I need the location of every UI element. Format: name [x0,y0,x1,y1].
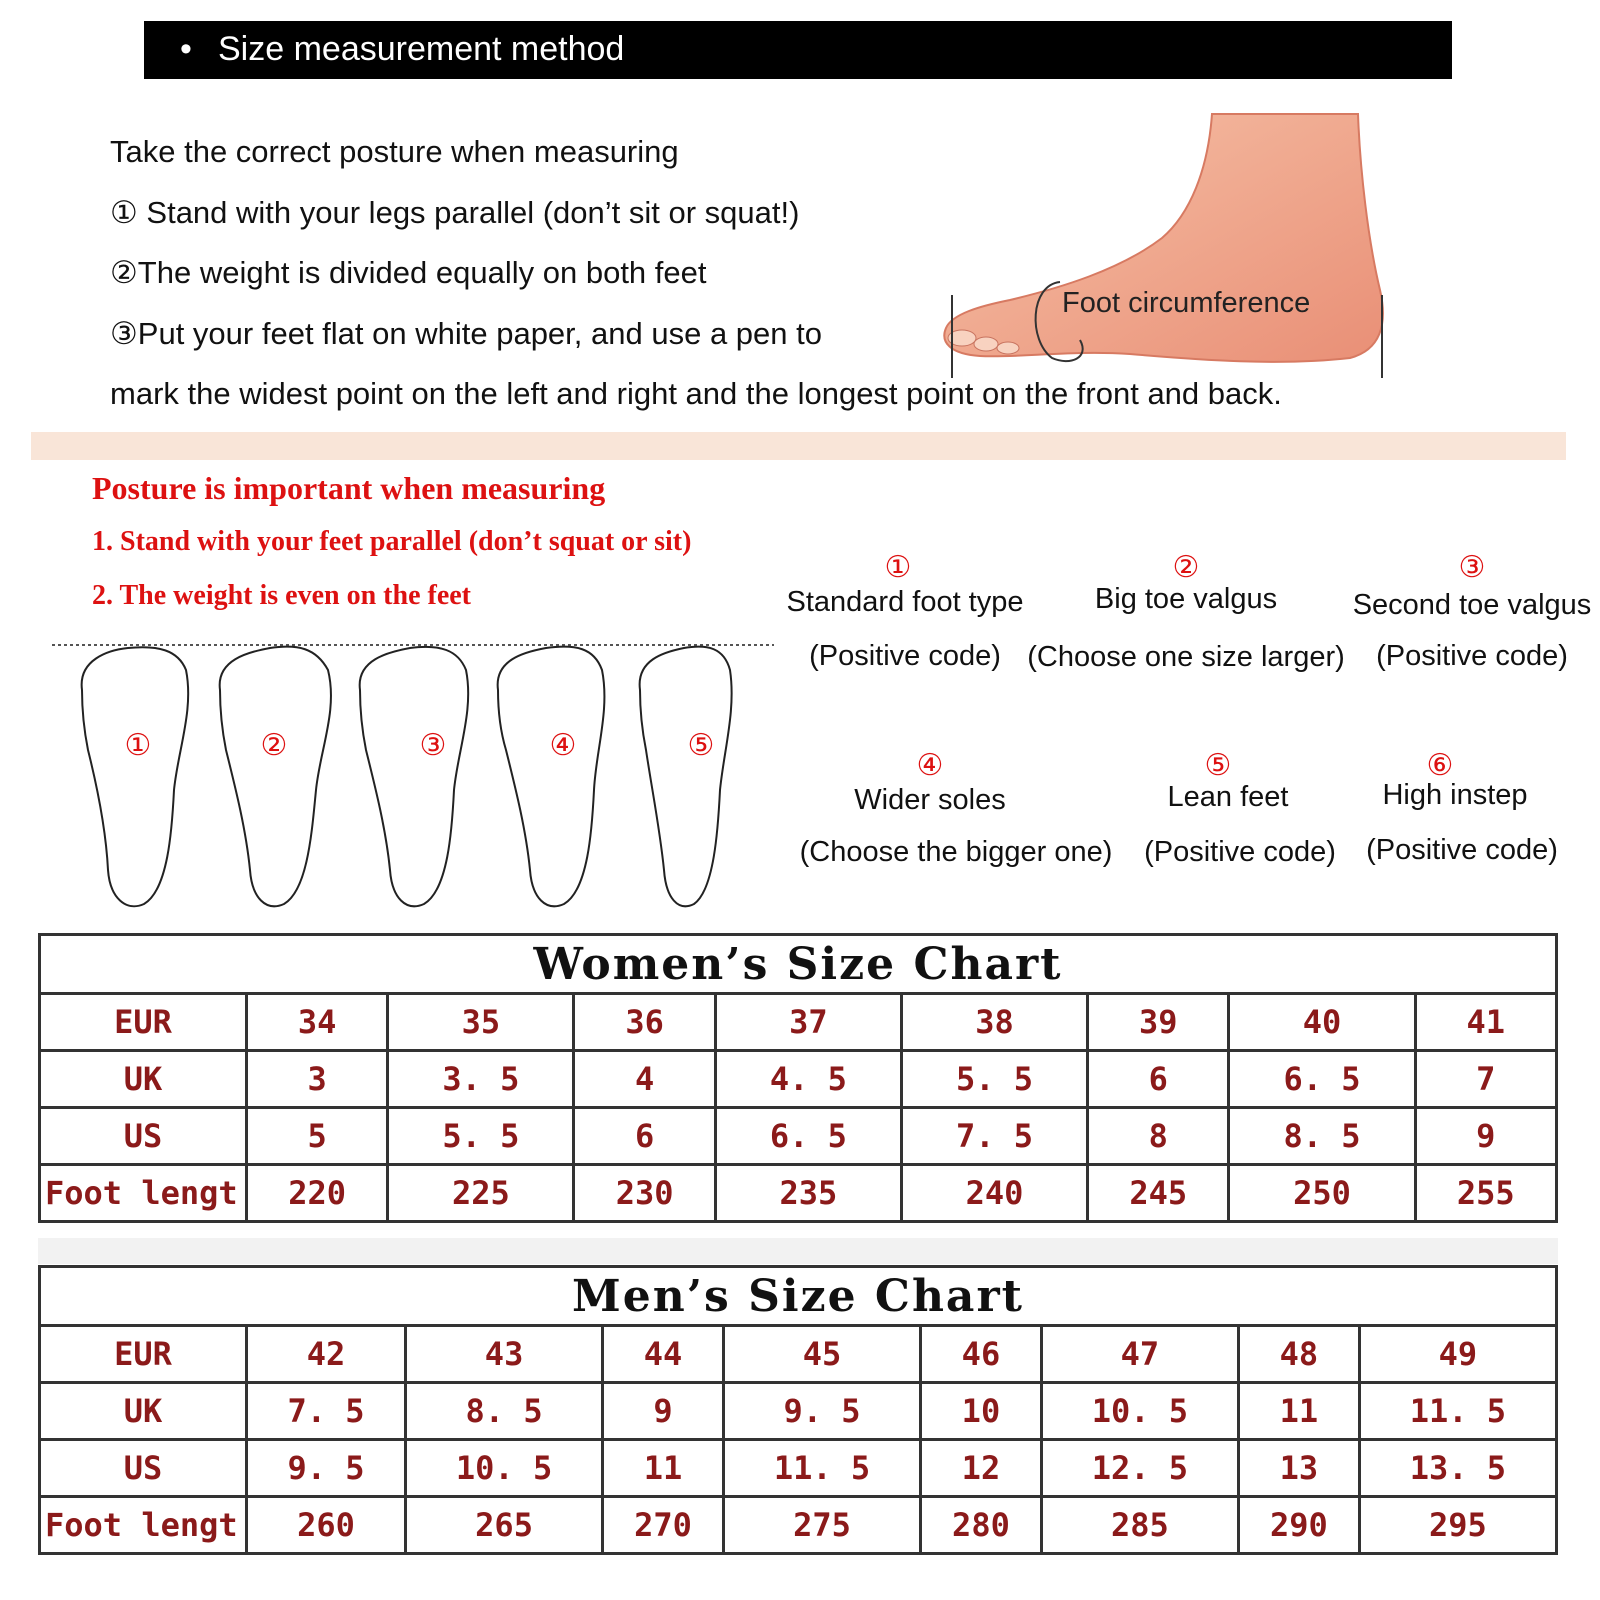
table-cell: 43 [405,1326,602,1383]
foot-type-2-number: ② [1172,550,1200,585]
mens-chart-title: Men’s Size Chart [40,1267,1557,1326]
table-cell: 11. 5 [1359,1383,1556,1440]
table-cell: 8. 5 [1229,1108,1415,1165]
table-cell: 12. 5 [1041,1440,1238,1497]
table-cell: 9. 5 [247,1440,406,1497]
table-cell: 6. 5 [715,1108,901,1165]
foot-type-4-note: (Choose the bigger one) [799,836,1113,868]
table-cell: 47 [1041,1326,1238,1383]
table-cell: 36 [574,994,715,1051]
table-cell: 10. 5 [405,1440,602,1497]
table-cell: 285 [1041,1497,1238,1554]
table-cell: 44 [603,1326,724,1383]
table-cell: 280 [921,1497,1042,1554]
table-cell: 40 [1229,994,1415,1051]
foot-type-5-note: (Positive code) [1144,836,1336,868]
table-cell: 13 [1239,1440,1360,1497]
outline-number-3: ③ [419,728,447,763]
foot-type-1-name: Standard foot type [786,586,1024,618]
posture-title: Posture is important when measuring [92,470,606,506]
table-cell: 10 [921,1383,1042,1440]
chart-separator [38,1238,1558,1264]
table-cell: 9 [1415,1108,1556,1165]
table-cell: 5. 5 [901,1051,1087,1108]
table-cell: 255 [1415,1165,1556,1222]
table-cell: 7 [1415,1051,1556,1108]
foot-type-5-number: ⑤ [1204,748,1232,783]
table-cell: 5 [247,1108,388,1165]
table-cell: 4 [574,1051,715,1108]
foot-type-3-note: (Positive code) [1376,640,1568,672]
foot-type-5-name: Lean feet [1167,781,1289,813]
womens-chart-title: Women’s Size Chart [40,935,1557,994]
table-row [40,1440,1557,1497]
row-label: UK [40,1383,247,1440]
table-cell: 240 [901,1165,1087,1222]
instruction-line-2: ① Stand with your legs parallel (don’t sit or squat!) [110,195,800,230]
table-row [40,1051,1557,1108]
table-cell: 6 [574,1108,715,1165]
table-cell: 48 [1239,1326,1360,1383]
table-cell: 250 [1229,1165,1415,1222]
table-cell: 230 [574,1165,715,1222]
table-cell: 9. 5 [723,1383,920,1440]
table-cell: 37 [715,994,901,1051]
table-cell: 220 [247,1165,388,1222]
posture-line-1: 1. Stand with your feet parallel (don’t squat or sit) [92,526,692,557]
instruction-line-4: ③Put your feet flat on white paper, and use a pen to [110,316,822,351]
table-cell: 34 [247,994,388,1051]
table-cell: 8 [1088,1108,1229,1165]
table-cell: 295 [1359,1497,1556,1554]
table-cell: 235 [715,1165,901,1222]
table-cell: 6. 5 [1229,1051,1415,1108]
instruction-line-5: mark the widest point on the left and right and the longest point on the front and back. [110,376,1282,411]
table-cell: 49 [1359,1326,1556,1383]
outline-number-5: ⑤ [687,728,715,763]
table-cell: 13. 5 [1359,1440,1556,1497]
outline-number-1: ① [124,728,152,763]
outline-number-4: ④ [549,728,577,763]
row-label: US [40,1440,247,1497]
section-divider [31,432,1566,460]
row-label: US [40,1108,247,1165]
foot-type-6-name: High instep [1382,779,1528,811]
table-cell: 290 [1239,1497,1360,1554]
table-row [40,1383,1557,1440]
foot-outlines-illustration [48,630,778,930]
table-cell: 7. 5 [247,1383,406,1440]
table-cell: 11 [1239,1383,1360,1440]
instruction-line-3: ②The weight is divided equally on both feet [110,255,707,290]
table-cell: 265 [405,1497,602,1554]
table-cell: 4. 5 [715,1051,901,1108]
instruction-line-1: Take the correct posture when measuring [110,134,679,169]
womens-size-chart [38,933,1558,1223]
table-cell: 10. 5 [1041,1383,1238,1440]
table-cell: 46 [921,1326,1042,1383]
foot-side-illustration [940,110,1400,380]
outline-number-2: ② [260,728,288,763]
row-label: UK [40,1051,247,1108]
foot-type-3-number: ③ [1458,550,1486,585]
table-row [40,1165,1557,1222]
table-cell: 5. 5 [388,1108,574,1165]
table-cell: 7. 5 [901,1108,1087,1165]
table-cell: 35 [388,994,574,1051]
table-cell: 3 [247,1051,388,1108]
table-cell: 6 [1088,1051,1229,1108]
table-row [40,1326,1557,1383]
table-cell: 11 [603,1440,724,1497]
row-label: Foot lengt [40,1165,247,1222]
table-cell: 11. 5 [723,1440,920,1497]
table-cell: 12 [921,1440,1042,1497]
row-label: EUR [40,1326,247,1383]
table-cell: 39 [1088,994,1229,1051]
table-cell: 45 [723,1326,920,1383]
table-row [40,1108,1557,1165]
table-cell: 3. 5 [388,1051,574,1108]
table-cell: 9 [603,1383,724,1440]
foot-type-3-name: Second toe valgus [1352,589,1592,621]
table-row [40,1497,1557,1554]
foot-type-1-number: ① [884,550,912,585]
foot-type-1-note: (Positive code) [809,640,1001,672]
table-cell: 245 [1088,1165,1229,1222]
table-cell: 38 [901,994,1087,1051]
table-cell: 260 [247,1497,406,1554]
foot-circumference-label: Foot circumference [1062,287,1311,319]
foot-type-6-number: ⑥ [1426,748,1454,783]
table-cell: 8. 5 [405,1383,602,1440]
foot-type-2-note: (Choose one size larger) [1027,641,1345,673]
row-label: EUR [40,994,247,1051]
table-cell: 270 [603,1497,724,1554]
table-cell: 275 [723,1497,920,1554]
foot-type-6-note: (Positive code) [1366,834,1558,866]
table-cell: 42 [247,1326,406,1383]
posture-line-2: 2. The weight is even on the feet [92,580,471,611]
table-cell: 41 [1415,994,1556,1051]
foot-type-4-name: Wider soles [854,784,1006,816]
section-header [144,21,1452,79]
mens-size-chart [38,1265,1558,1555]
header-title: • Size measurement method [180,27,624,71]
foot-type-4-number: ④ [916,748,944,783]
foot-type-2-name: Big toe valgus [1094,583,1278,615]
table-cell: 225 [388,1165,574,1222]
table-row [40,994,1557,1051]
row-label: Foot lengt [40,1497,247,1554]
